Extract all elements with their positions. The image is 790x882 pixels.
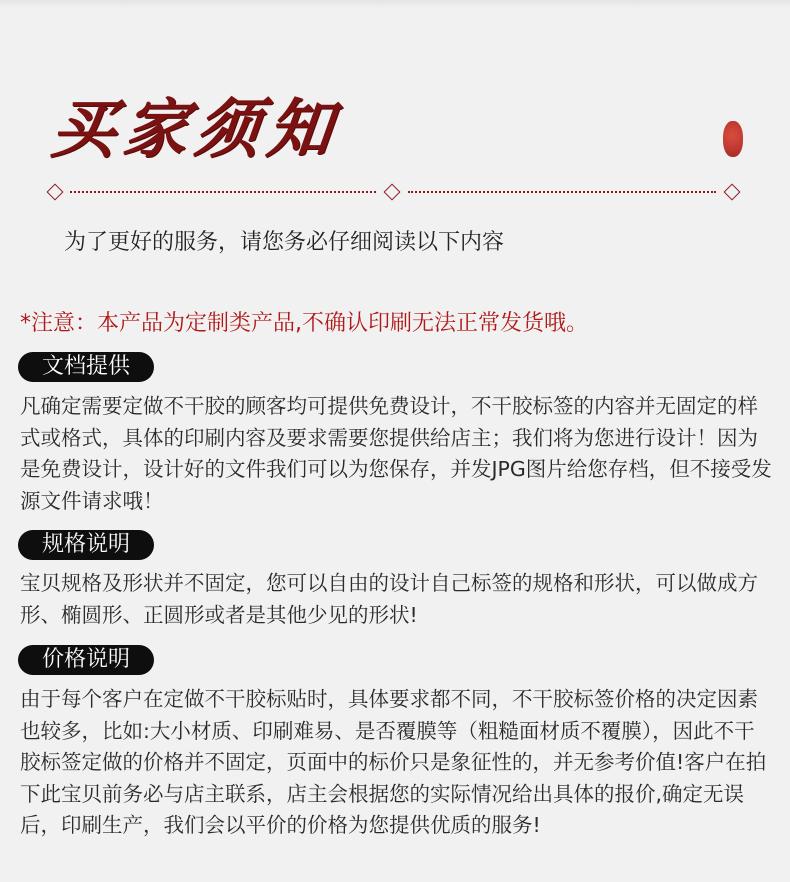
diamond-icon [384, 184, 401, 201]
diamond-icon [47, 184, 64, 201]
page-title: 买家须知 [47, 92, 344, 167]
notice-text: *注意：本产品为定制类产品,不确认印刷无法正常发货哦。 [20, 311, 588, 336]
section-text-document: 凡确定需要定做不干胶的顾客均可提供免费设计，不干胶标签的内容并无固定的样式或格式，具体的印刷内容及要求需要您提供给店主；我们将为您进行设计！因为是免费设计，设计好的文件我们可以为您保存，并发JPG图片给您存档，但不接受发源文件请求哦！ [20, 394, 772, 513]
dotted-line [408, 191, 716, 193]
ornamental-divider [46, 182, 744, 202]
section-label-price: 价格说明 [18, 645, 154, 675]
top-strip [0, 0, 790, 8]
section-text-spec: 宝贝规格及形状并不固定，您可以自由的设计自己标签的规格和形状，可以做成方形、椭圆形、正圆形或者是其他少见的形状! [20, 571, 758, 627]
red-seal-stamp [723, 121, 743, 157]
subtitle: 为了更好的服务，请您务必仔细阅读以下内容 [64, 230, 505, 255]
diamond-icon [724, 184, 741, 201]
dotted-line [70, 191, 376, 193]
section-text-price: 由于每个客户在定做不干胶标贴时，具体要求都不同，不干胶标签价格的决定因素也较多，比如:大小材质、印刷难易、是否覆膜等（粗糙面材质不覆膜），因此不干胶标签定做的价格并不固定，页面中的标价只是象征性的，并无参考价值!客户在拍下此宝贝前务必与店主联系，店主会根据您的实际情况给出具体的报价,确定无误后，印刷生产，我们会以平价的价格为您提供优质的服务! [20, 687, 767, 837]
section-label-document: 文档提供 [18, 352, 154, 382]
section-label-spec: 规格说明 [18, 530, 154, 560]
